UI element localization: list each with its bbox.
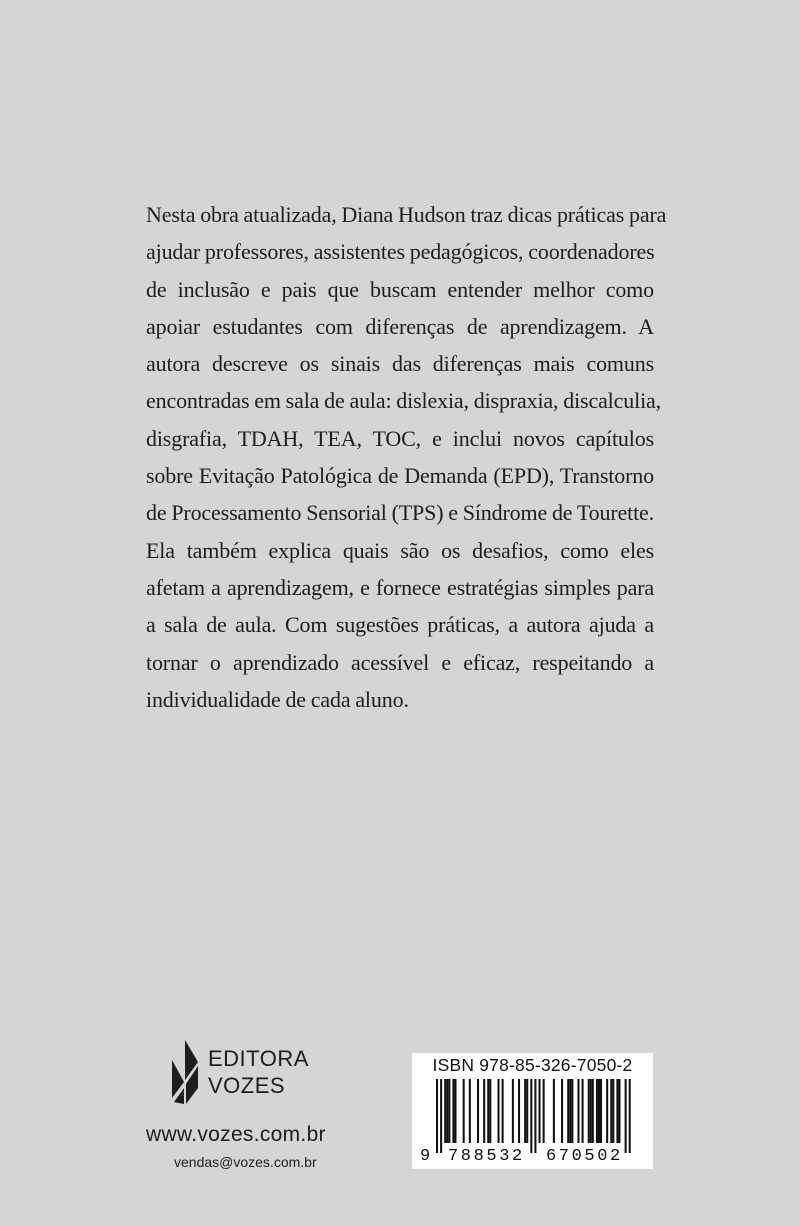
barcode-guard-bar — [625, 1079, 627, 1153]
barcode-bar — [512, 1079, 514, 1143]
barcode-bar — [567, 1079, 569, 1143]
ean-first-digit: 9 — [420, 1147, 431, 1166]
blurb-line: Nesta obra atualizada, Diana Hudson traz dicas práticas para — [146, 202, 667, 227]
blurb-line: de inclusão e pais que buscam entender melhor como — [146, 276, 654, 302]
barcode-bar — [543, 1079, 545, 1143]
barcode-bar — [524, 1079, 526, 1143]
ean-digits — [412, 1147, 653, 1167]
barcode-bar — [590, 1079, 592, 1143]
barcode-bar — [569, 1079, 571, 1143]
barcode-bar — [498, 1079, 500, 1143]
blurb-line: tornar o aprendizado acessível e eficaz, respeitando a — [146, 649, 654, 675]
barcode-guard-bar — [436, 1079, 438, 1153]
ean-left-digits: 788532 — [448, 1147, 525, 1166]
barcode-guard-bar — [530, 1079, 532, 1153]
barcode-bar — [539, 1079, 541, 1143]
publisher-name-line1: EDITORA — [208, 1046, 309, 1071]
barcode-bar — [553, 1079, 555, 1143]
barcode-bar — [616, 1079, 618, 1143]
blurb-line: a sala de aula. Com sugestões práticas, a autora ajuda a — [146, 612, 654, 638]
barcode-bar — [561, 1079, 563, 1143]
barcode-bar — [571, 1079, 573, 1143]
publisher-website: www.vozes.com.br — [146, 1123, 326, 1146]
blurb-line: sobre Evitação Patológica de Demanda (EPD), Transtorno — [146, 463, 654, 489]
blurb-line: disgrafia, TDAH, TEA, TOC, e inclui novos capítulos — [146, 425, 654, 451]
publisher-name — [208, 1045, 309, 1099]
barcode-bar — [489, 1079, 491, 1143]
barcode-bar — [477, 1079, 479, 1143]
barcode-bar — [610, 1079, 612, 1143]
publisher-name-line2: VOZES — [208, 1073, 286, 1098]
barcode-bar — [596, 1079, 598, 1143]
blurb-line: ajudar professores, assistentes pedagógicos, coordenadores — [146, 239, 655, 265]
barcode-bar — [487, 1079, 489, 1143]
barcode-bar — [598, 1079, 600, 1143]
publisher-logo — [170, 1040, 309, 1104]
blurb-line: afetam a aprendizagem, e fornece estratégias simples para — [146, 574, 654, 600]
barcode-guard-bar — [440, 1079, 442, 1153]
vozes-flame-logo-icon — [170, 1040, 200, 1104]
barcode-bar — [463, 1079, 465, 1143]
barcode-bar — [452, 1079, 454, 1143]
blurb-line: autora descreve os sinais das diferenças mais comuns — [146, 351, 654, 377]
blurb-line: apoiar estudantes com diferenças de aprendizagem. A — [146, 313, 654, 339]
blurb-line: individualidade de cada aluno. — [146, 686, 409, 712]
barcode-bar — [588, 1079, 590, 1143]
barcode-bar — [600, 1079, 602, 1143]
blurb-line: encontradas em sala de aula: dislexia, dispraxia, discalculia, — [146, 388, 661, 414]
barcode-bar — [612, 1079, 614, 1143]
publisher-email: vendas@vozes.com.br — [174, 1154, 317, 1170]
barcode-bar — [448, 1079, 450, 1143]
barcode-bar — [618, 1079, 620, 1143]
barcode-bar — [582, 1079, 584, 1143]
back-cover-blurb — [146, 196, 667, 718]
barcode-bar — [606, 1079, 608, 1143]
barcode-bar — [526, 1079, 528, 1143]
barcode-bar — [454, 1079, 456, 1143]
barcode-bar — [444, 1079, 446, 1143]
blurb-line: Ela também explica quais são os desafios, como eles — [146, 537, 654, 563]
barcode-bar — [502, 1079, 504, 1143]
blurb-line: de Processamento Sensorial (TPS) e Síndrome de Tourette. — [146, 500, 654, 526]
barcode-guard-bar — [534, 1079, 536, 1153]
ean-right-digits: 670502 — [546, 1147, 623, 1166]
barcode-bar — [518, 1079, 520, 1143]
barcode-bar — [446, 1079, 448, 1143]
barcode-bar — [483, 1079, 485, 1143]
isbn-barcode — [412, 1053, 653, 1169]
isbn-label: ISBN 978-85-326-7050-2 — [432, 1055, 633, 1075]
barcode-bar — [469, 1079, 471, 1143]
barcode-bar — [577, 1079, 579, 1143]
barcode-bar — [592, 1079, 594, 1143]
barcode-guard-bar — [629, 1079, 631, 1153]
